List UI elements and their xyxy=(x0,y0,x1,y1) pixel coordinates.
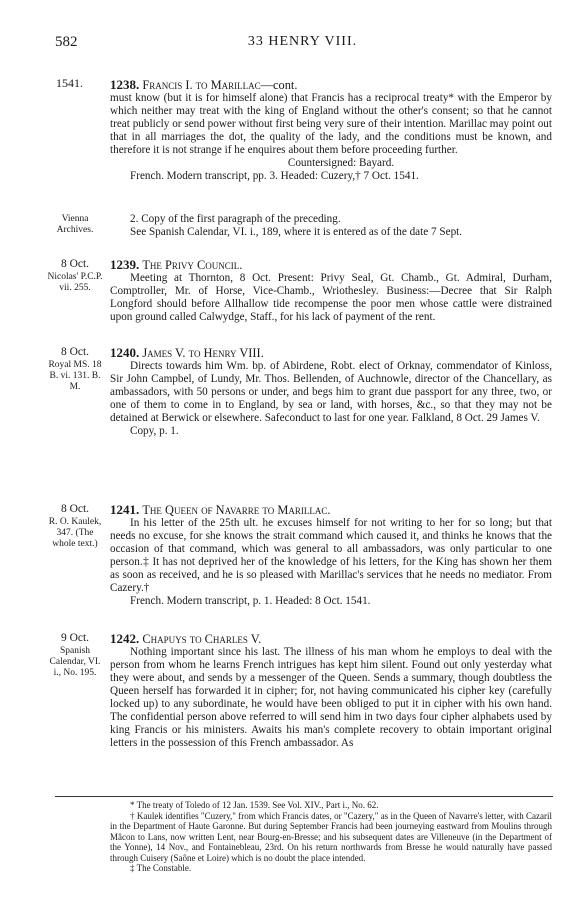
entry-body: Directs towards him Wm. bp. of Abirdene, Robt. elect of Orknay, commendator of Kinloss, Sir John Campbel, of Lundy, Mr. Thos. Bellenden, of Auchnowle, director of the Chancellary, as ambassadors, with 50 persons or under, and begs him to grant due passport for any three, two, or one of them to come in to England, by sea or land, with horses, &c., so that they may not be detained at Berwick or elsewhere. Safeconduct to last for one year. Falkland, 8 Oct. 29 James V. xyxy=(110,360,552,424)
entry-date: 8 Oct. xyxy=(60,503,90,515)
year-marker: 1541. xyxy=(56,76,83,90)
running-title: 33 HENRY VIII. xyxy=(247,34,358,49)
footnote: ‡ The Constable. xyxy=(130,863,192,873)
entry-copy xyxy=(110,213,552,239)
entry-1241 xyxy=(110,503,552,608)
entry-title: Francis I. to Marillac xyxy=(142,78,261,92)
countersigned: Countersigned: Bayard. xyxy=(287,157,395,169)
side-1241 xyxy=(46,503,104,550)
side-1242 xyxy=(46,632,104,679)
entry-body: must know (but it is for himself alone) that Francis has a reciprocal treaty* with the Emperor by which neither may treat with the king of England without the other's consent; so that he cannot treat publicly or send power without first being very sure of their intention. Marillac may point out that in all marriages the dot, the quality of the lady, and the conditions must be known, and therefore it is not strange if he enquires about them before proceeding further. xyxy=(110,92,552,156)
entry-date: 8 Oct. xyxy=(60,346,90,358)
entry-title: Chapuys to Charles V. xyxy=(142,632,262,646)
entry-number: 1241. xyxy=(110,502,140,517)
side-source: R. O. Kaulek, 347. (The whole text.) xyxy=(48,517,102,549)
entry-meta: French. Modern transcript, pp. 3. Headed: Cuzery,† 7 Oct. 1541. xyxy=(130,170,419,182)
entry-body: In his letter of the 25th ult. he excuses himself for not writing to her for so long; but that needs no excuse, for she knows the strait command which caused it, and thinks he knows that the occasion of that command, which was general to all ambassadors, was only particular to one person.‡ It has not deprived her of the knowledge of his letters, for the King has shown her them as soon as received, and he is so pleased with Marillac's services that he needs no mediator. From Cazery.† xyxy=(110,517,552,594)
side-source: Spanish Calendar, VI. i., No. 195. xyxy=(49,646,101,678)
entry-title: James V. to Henry VIII. xyxy=(142,346,264,360)
entry-number: 1238. xyxy=(110,77,140,92)
footnotes xyxy=(110,800,552,874)
side-source: Nicolas' P.C.P. vii. 255. xyxy=(47,272,103,293)
entry-number: 1239. xyxy=(110,257,140,272)
entry-number: 1240. xyxy=(110,345,140,360)
entry-1238 xyxy=(110,78,552,183)
page-number: 582 xyxy=(55,34,78,50)
entry-1240 xyxy=(110,346,552,438)
entry-1239 xyxy=(110,258,552,324)
entry-date: 9 Oct. xyxy=(60,632,90,644)
footnote: * The treaty of Toledo of 12 Jan. 1539. See Vol. XIV., Part i., No. 62. xyxy=(130,800,379,810)
side-1240 xyxy=(46,346,104,393)
entry-title: The Privy Council. xyxy=(142,258,243,272)
entry-title-suffix: —cont. xyxy=(260,78,298,92)
entry-date: 8 Oct. xyxy=(60,258,90,270)
side-1239 xyxy=(46,258,104,294)
entry-meta: French. Modern transcript, p. 1. Headed: 8 Oct. 1541. xyxy=(130,595,371,607)
entry-meta: Copy, p. 1. xyxy=(130,425,179,437)
side-source: Royal MS. 18 B. vi. 131. B. M. xyxy=(48,360,102,392)
entry-1242 xyxy=(110,632,552,750)
entry-number: 1242. xyxy=(110,631,140,646)
footnote-rule xyxy=(55,796,553,797)
entry-title: The Queen of Navarre to Marillac. xyxy=(142,503,331,517)
page-header xyxy=(55,34,550,56)
side-source: Vienna Archives. xyxy=(56,214,94,235)
footnote: † Kaulek identifies "Cuzery," from which Francis dates, or "Cazery," as in the Queen of Navarre's letter, with Cazaril in the Department of Haute Garonne. But during September Francis had been journeying eastward from Moulins through Mâcon to Lans, now written Lent, near Bourg-en-Bresse; and his subsequent dates are Villeneuve (in the Department of the Yonne), 14 Nov., and Fontainebleau, 23rd. On his return northwards from Bresse he would naturally have passed through Cuisery (Saône et Loire) which is no doubt the place intended. xyxy=(110,810,552,863)
entry-body: Nothing important since his last. The illness of his man whom he employs to deal with the person from whom he learns French intrigues has kept him silent. Found out only yesterday what they were about, and sends by a messenger of the Queen. Sends a summary, though doubtless the Queen herself has forwarded it in cipher; for, not having communicated his cipher key (carefully locked up) to any subordinate, he would have been obliged to put it in cipher with his own hand. The confidential person above referred to will send him in two days four cipher alphabets used by king Francis or his ministers. Awaits his man's complete recovery to obtain important original letters in the possession of this French ambassador. As xyxy=(110,646,552,749)
entry-body: Meeting at Thornton, 8 Oct. Present: Privy Seal, Gt. Chamb., Gt. Admiral, Durham, Comptroller, Mr. of Horse, Vice-Chamb., Wriothesley. Business:—Decree that Sir Ralph Longford should before Allhallow tide recompense the poor men whose cattle were distrained upon ground called Calwydge, Staff., for his lack of payment of the rent. xyxy=(110,272,552,323)
entry-ref: See Spanish Calendar, VI. i., 189, where it is entered as of the date 7 Sept. xyxy=(130,226,463,238)
entry-text: 2. Copy of the first paragraph of the preceding. xyxy=(130,213,341,225)
